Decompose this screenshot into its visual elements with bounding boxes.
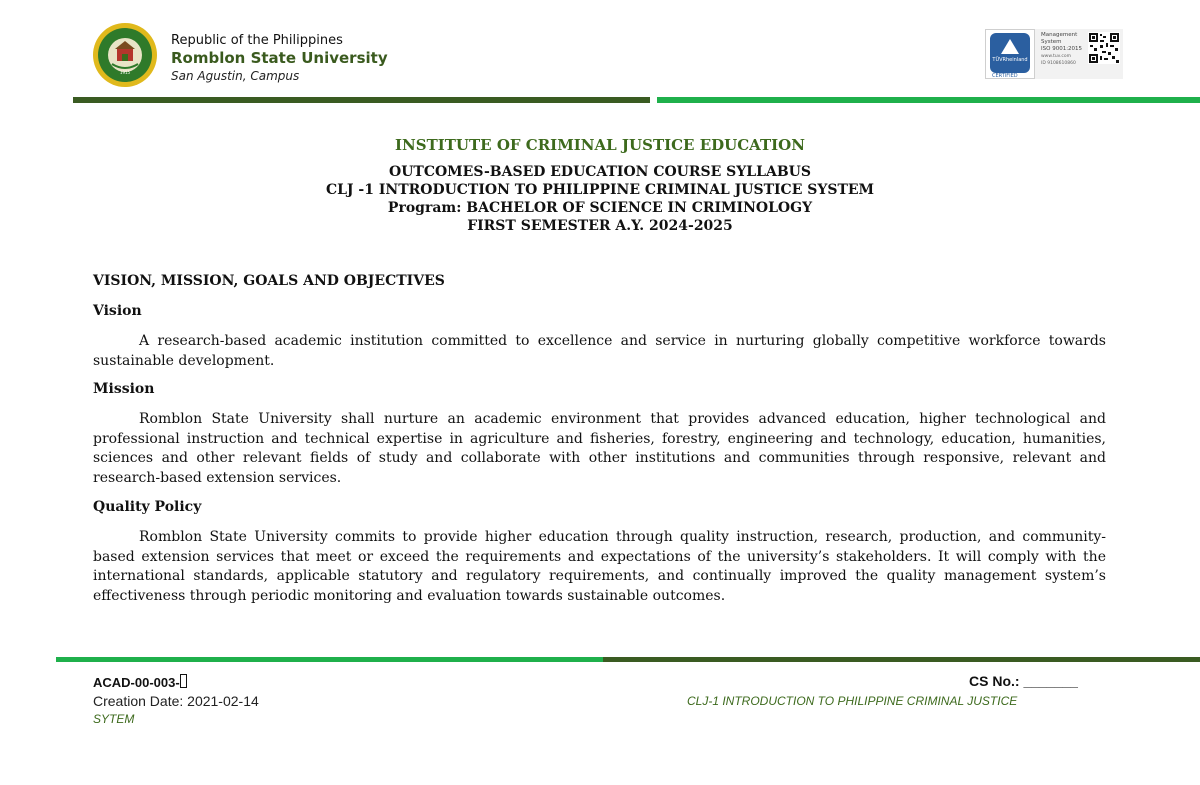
university-name: Romblon State University: [171, 49, 388, 67]
institute-title: INSTITUTE OF CRIMINAL JUSTICE EDUCATION: [395, 136, 805, 154]
tuv-certification-badge: [985, 29, 1035, 79]
placeholder-glyph-icon: [180, 674, 187, 688]
document-code-text: ACAD-00-003-: [93, 675, 180, 690]
quality-policy-paragraph: Romblon State University commits to provide higher education through quality instruction, research, production, and community-based extension services that meet or exceed the requirements and expectations of the university’s stakeholders. It will comply with the international standards, applicable statutory and regulatory requirements, and continually improved the quality management system’s effectiveness through periodic monitoring and evaluation towards sustainable outcomes.: [93, 529, 1106, 604]
republic-line: Republic of the Philippines: [171, 33, 343, 48]
mission-heading: Mission: [93, 381, 155, 397]
syllabus-title: OUTCOMES-BASED EDUCATION COURSE SYLLABUS: [389, 164, 811, 180]
cert-small-2: ID 9108610860: [1041, 61, 1076, 66]
footer-rule-light: [56, 657, 603, 662]
document-code: [93, 674, 187, 690]
cert-line-3: ISO 9001:2015: [1041, 46, 1083, 52]
tuv-name: TÜVRheinland: [992, 57, 1028, 63]
cs-number: CS No.: _______: [969, 673, 1078, 689]
vision-paragraph: A research-based academic institution committed to excellence and service in nurturing globally competitive workforce towards sustainable development.: [93, 333, 1106, 369]
cert-line-1: Management: [1041, 32, 1078, 38]
tuv-certified-label: CERTIFIED: [992, 73, 1018, 79]
tuv-logo-icon: [990, 33, 1030, 73]
university-logo: [92, 22, 158, 88]
certification-text: [1041, 32, 1087, 67]
program-title: Program: BACHELOR OF SCIENCE IN CRIMINOLOGY: [387, 200, 813, 216]
qr-code-icon: [1088, 32, 1120, 64]
section-heading: VISION, MISSION, GOALS AND OBJECTIVES: [93, 273, 445, 289]
iso-certification-block: [985, 29, 1123, 79]
header-text: [171, 33, 388, 84]
semester-title: FIRST SEMESTER A.Y. 2024-2025: [467, 218, 733, 234]
footer-course-name: CLJ-1 INTRODUCTION TO PHILIPPINE CRIMINAL JUSTICE: [687, 694, 1018, 708]
vision-heading: Vision: [93, 303, 142, 319]
footer-system-text: SYTEM: [93, 712, 135, 726]
footer-rule-dark: [603, 657, 1200, 662]
cert-small-1: www.tuv.com: [1041, 54, 1072, 59]
quality-policy-heading: Quality Policy: [93, 499, 202, 515]
campus-name: San Agustin, Campus: [171, 69, 300, 83]
course-title: CLJ -1 INTRODUCTION TO PHILIPPINE CRIMINAL JUSTICE SYSTEM: [325, 182, 875, 198]
header-rule-light: [657, 97, 1200, 103]
logo-year: 1915: [119, 70, 131, 75]
cert-line-2: System: [1041, 39, 1062, 45]
mission-paragraph: Romblon State University shall nurture an academic environment that provides advanced education, higher technological and professional instruction and technical expertise in agriculture and fisheries, forestry, engineering and technology, education, humanities, sciences and other relevant fields of study and collaborate with other institutions and communities through responsive, relevant and research-based extension services.: [93, 411, 1106, 486]
creation-date: Creation Date: 2021-02-14: [93, 693, 259, 709]
header-rule-dark: [73, 97, 650, 103]
